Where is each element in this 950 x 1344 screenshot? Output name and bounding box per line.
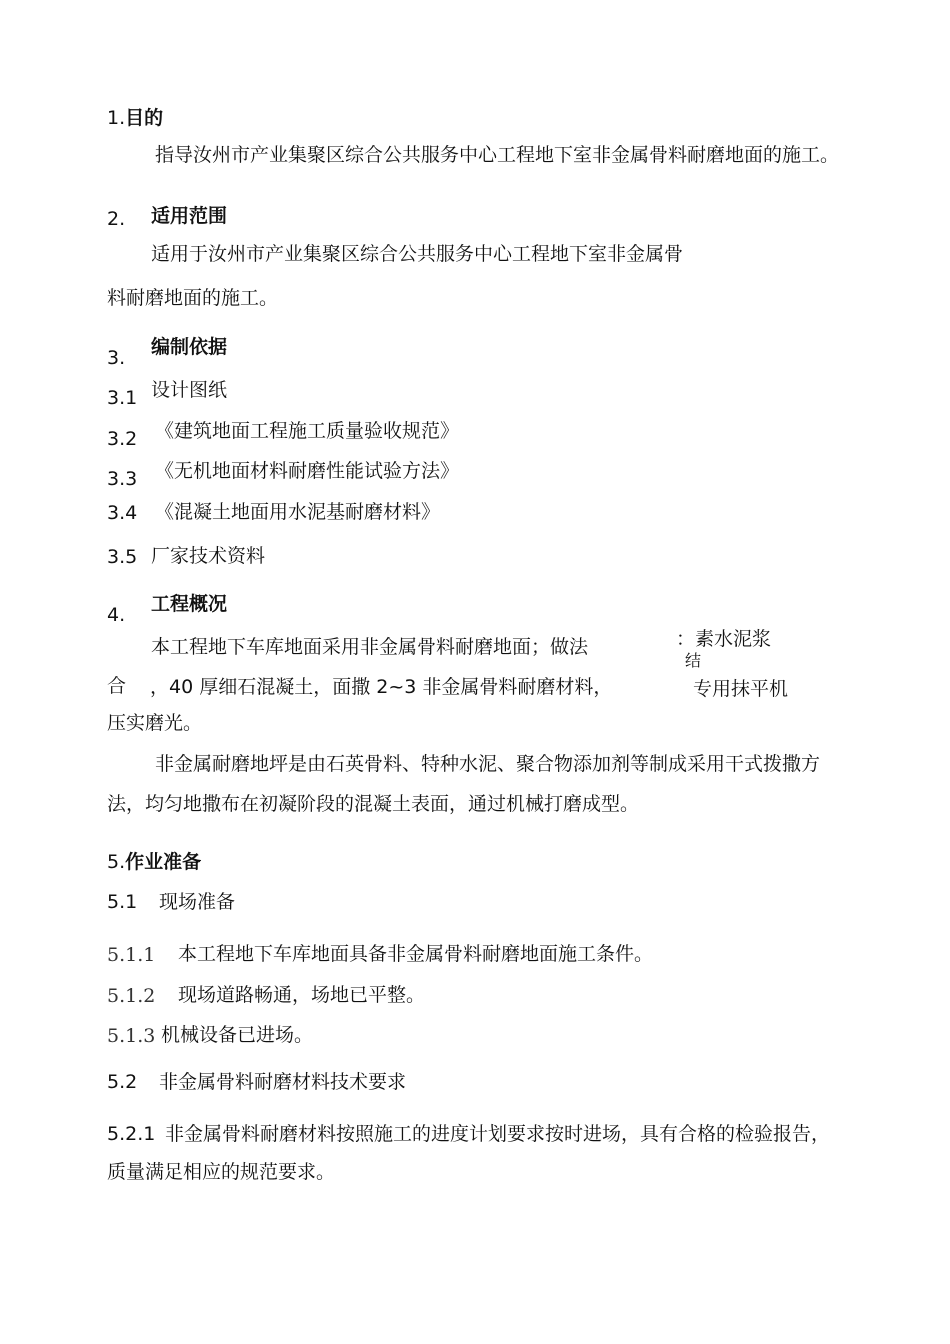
list-item-text: 质量满足相应的规范要求。 (107, 1161, 336, 1183)
section-number: 5. (107, 851, 126, 873)
section-number: 3. (107, 347, 126, 369)
list-item-text: 机械设备已进场。 (161, 1024, 314, 1046)
section-number: 1. (107, 107, 126, 129)
paragraph-fragment: 合 (107, 675, 127, 697)
list-item-number: 3.5 (107, 546, 138, 568)
paragraph-fragment: ：素水泥浆 (676, 628, 772, 650)
list-item-text: 《混凝土地面用水泥基耐磨材料》 (155, 501, 441, 523)
list-item-text: 非金属骨料耐磨材料按照施工的进度计划要求按时进场，具有合格的检验报告， (165, 1123, 831, 1145)
subsection-number: 5.2 (107, 1071, 138, 1093)
subsection-title: 现场准备 (159, 891, 236, 913)
paragraph-line: 压实磨光。 (107, 712, 203, 734)
list-item-number: 3.1 (107, 387, 138, 409)
paragraph-line: ，40 厚细石混凝土，面撒 2~3 非金属骨料耐磨材料， (150, 676, 613, 698)
list-item-number: 3.4 (107, 502, 138, 524)
section-title: 编制依据 (151, 336, 228, 358)
list-item-number: 5.1.2 (107, 985, 156, 1007)
paragraph-line: 法，均匀地撒布在初凝阶段的混凝土表面，通过机械打磨成型。 (107, 793, 640, 815)
section-title: 工程概况 (151, 593, 228, 615)
list-item-text: 本工程地下车库地面具备非金属骨料耐磨地面施工条件。 (178, 943, 654, 965)
section-number: 4. (107, 604, 126, 626)
list-item-number: 5.2.1 (107, 1123, 156, 1145)
paragraph-line: 本工程地下车库地面采用非金属骨料耐磨地面；做法 (151, 636, 589, 658)
section-5-heading (107, 851, 201, 874)
list-item-number: 5.1.1 (107, 944, 156, 966)
section-title: 目的 (125, 107, 164, 129)
paragraph-line: 适用于汝州市产业集聚区综合公共服务中心工程地下室非金属骨 (151, 243, 684, 265)
list-item-text: 设计图纸 (151, 379, 228, 401)
section-1-heading (107, 107, 163, 130)
section-title: 适用范围 (151, 205, 228, 227)
subsection-title: 非金属骨料耐磨材料技术要求 (159, 1071, 407, 1093)
section-number: 2. (107, 208, 126, 230)
paragraph: 指导汝州市产业集聚区综合公共服务中心工程地下室非金属骨料耐磨地面的施工。 (155, 144, 840, 166)
paragraph-line: 料耐磨地面的施工。 (107, 287, 279, 309)
list-item-number: 3.2 (107, 428, 138, 450)
list-item-text: 现场道路畅通，场地已平整。 (178, 984, 426, 1006)
section-title: 作业准备 (125, 851, 202, 873)
subsection-number: 5.1 (107, 891, 138, 913)
list-item-text: 《建筑地面工程施工质量验收规范》 (155, 420, 460, 442)
list-item-text: 《无机地面材料耐磨性能试验方法》 (155, 460, 460, 482)
list-item-text: 厂家技术资料 (151, 545, 266, 567)
list-item-number: 3.3 (107, 468, 138, 490)
paragraph-line: 非金属耐磨地坪是由石英骨料、特种水泥、聚合物添加剂等制成采用干式拨撒方 (155, 753, 821, 775)
paragraph-fragment: 专用抹平机 (693, 678, 789, 700)
list-item-number: 5.1.3 (107, 1025, 156, 1047)
paragraph-fragment: 结 (685, 651, 702, 670)
